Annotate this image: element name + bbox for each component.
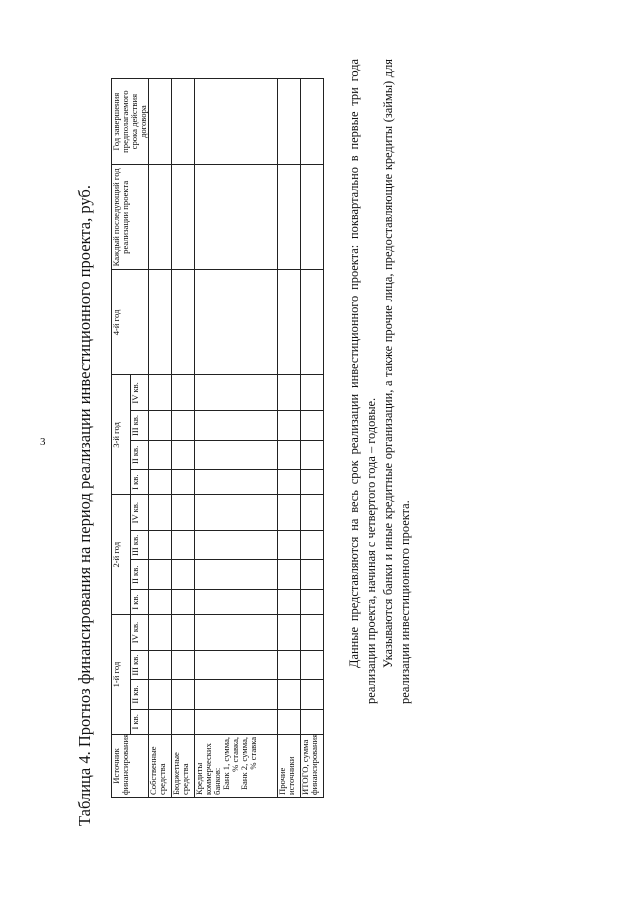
header-quarter: II кв. — [130, 440, 149, 469]
header-quarter: III кв. — [130, 411, 149, 440]
table-row — [278, 79, 301, 798]
table-row — [301, 79, 324, 798]
bank1-rate: % ставка, — [230, 736, 241, 772]
header-quarter: III кв. — [130, 531, 149, 560]
header-final-year: Год завершения предполагаемого срока действия договора — [112, 79, 149, 165]
header-quarter: I кв. — [130, 589, 149, 614]
credits-heading: Кредиты коммерческих банков: — [194, 743, 223, 795]
header-row-years — [112, 79, 131, 798]
financing-forecast-table — [111, 78, 324, 798]
row-label-own-funds: Собственные средства — [149, 734, 172, 797]
page-number: 3 — [40, 436, 46, 448]
header-year-4: 4-й год — [112, 270, 149, 375]
header-source: Источник финансирования — [112, 734, 149, 797]
header-quarter: IV кв. — [130, 615, 149, 651]
header-year-3: 3-й год — [112, 375, 131, 495]
note-paragraph-1: Данные представляются на весь срок реализации инвестиционного проекта: поквартально в первые три года реализации проекта, начиная с четвертого года – годовые. — [347, 59, 378, 704]
header-quarter: II кв. — [130, 560, 149, 589]
bank2-rate: % ставка — [248, 736, 259, 770]
row-label-other-sources: Прочие источники — [278, 734, 301, 797]
table-row — [172, 79, 195, 798]
table-row — [149, 79, 172, 798]
header-year-1: 1-й год — [112, 615, 131, 735]
header-quarter: III кв. — [130, 650, 149, 679]
table-row — [195, 79, 278, 798]
note-paragraph-2: Указываются банки и иные кредитные организации, а также прочие лица, предоставляющие кредиты (займы) для реализации инвестиционного проекта. — [381, 59, 412, 704]
row-label-total: ИТОГО, сумма финансирования — [301, 734, 324, 797]
header-quarter: IV кв. — [130, 495, 149, 531]
header-quarter: I кв. — [130, 470, 149, 495]
header-year-2: 2-й год — [112, 495, 131, 615]
bank2-amount: Банк 2, сумма, — [239, 736, 250, 790]
header-each-next-year: Каждый последующий год реализации проекта — [112, 165, 149, 270]
bank1-amount: Банк 1, сумма, — [221, 736, 232, 790]
row-label-bank-credits — [195, 734, 278, 797]
table-notes — [346, 59, 414, 704]
table-title: Таблица 4. Прогноз финансирования на период реализации инвестиционного проекта, руб. — [75, 185, 94, 826]
row-label-budget-funds: Бюджетные средства — [172, 734, 195, 797]
header-quarter: IV кв. — [130, 375, 149, 411]
header-quarter: II кв. — [130, 680, 149, 709]
rotated-page-content — [75, 44, 412, 834]
header-quarter: I кв. — [130, 709, 149, 734]
